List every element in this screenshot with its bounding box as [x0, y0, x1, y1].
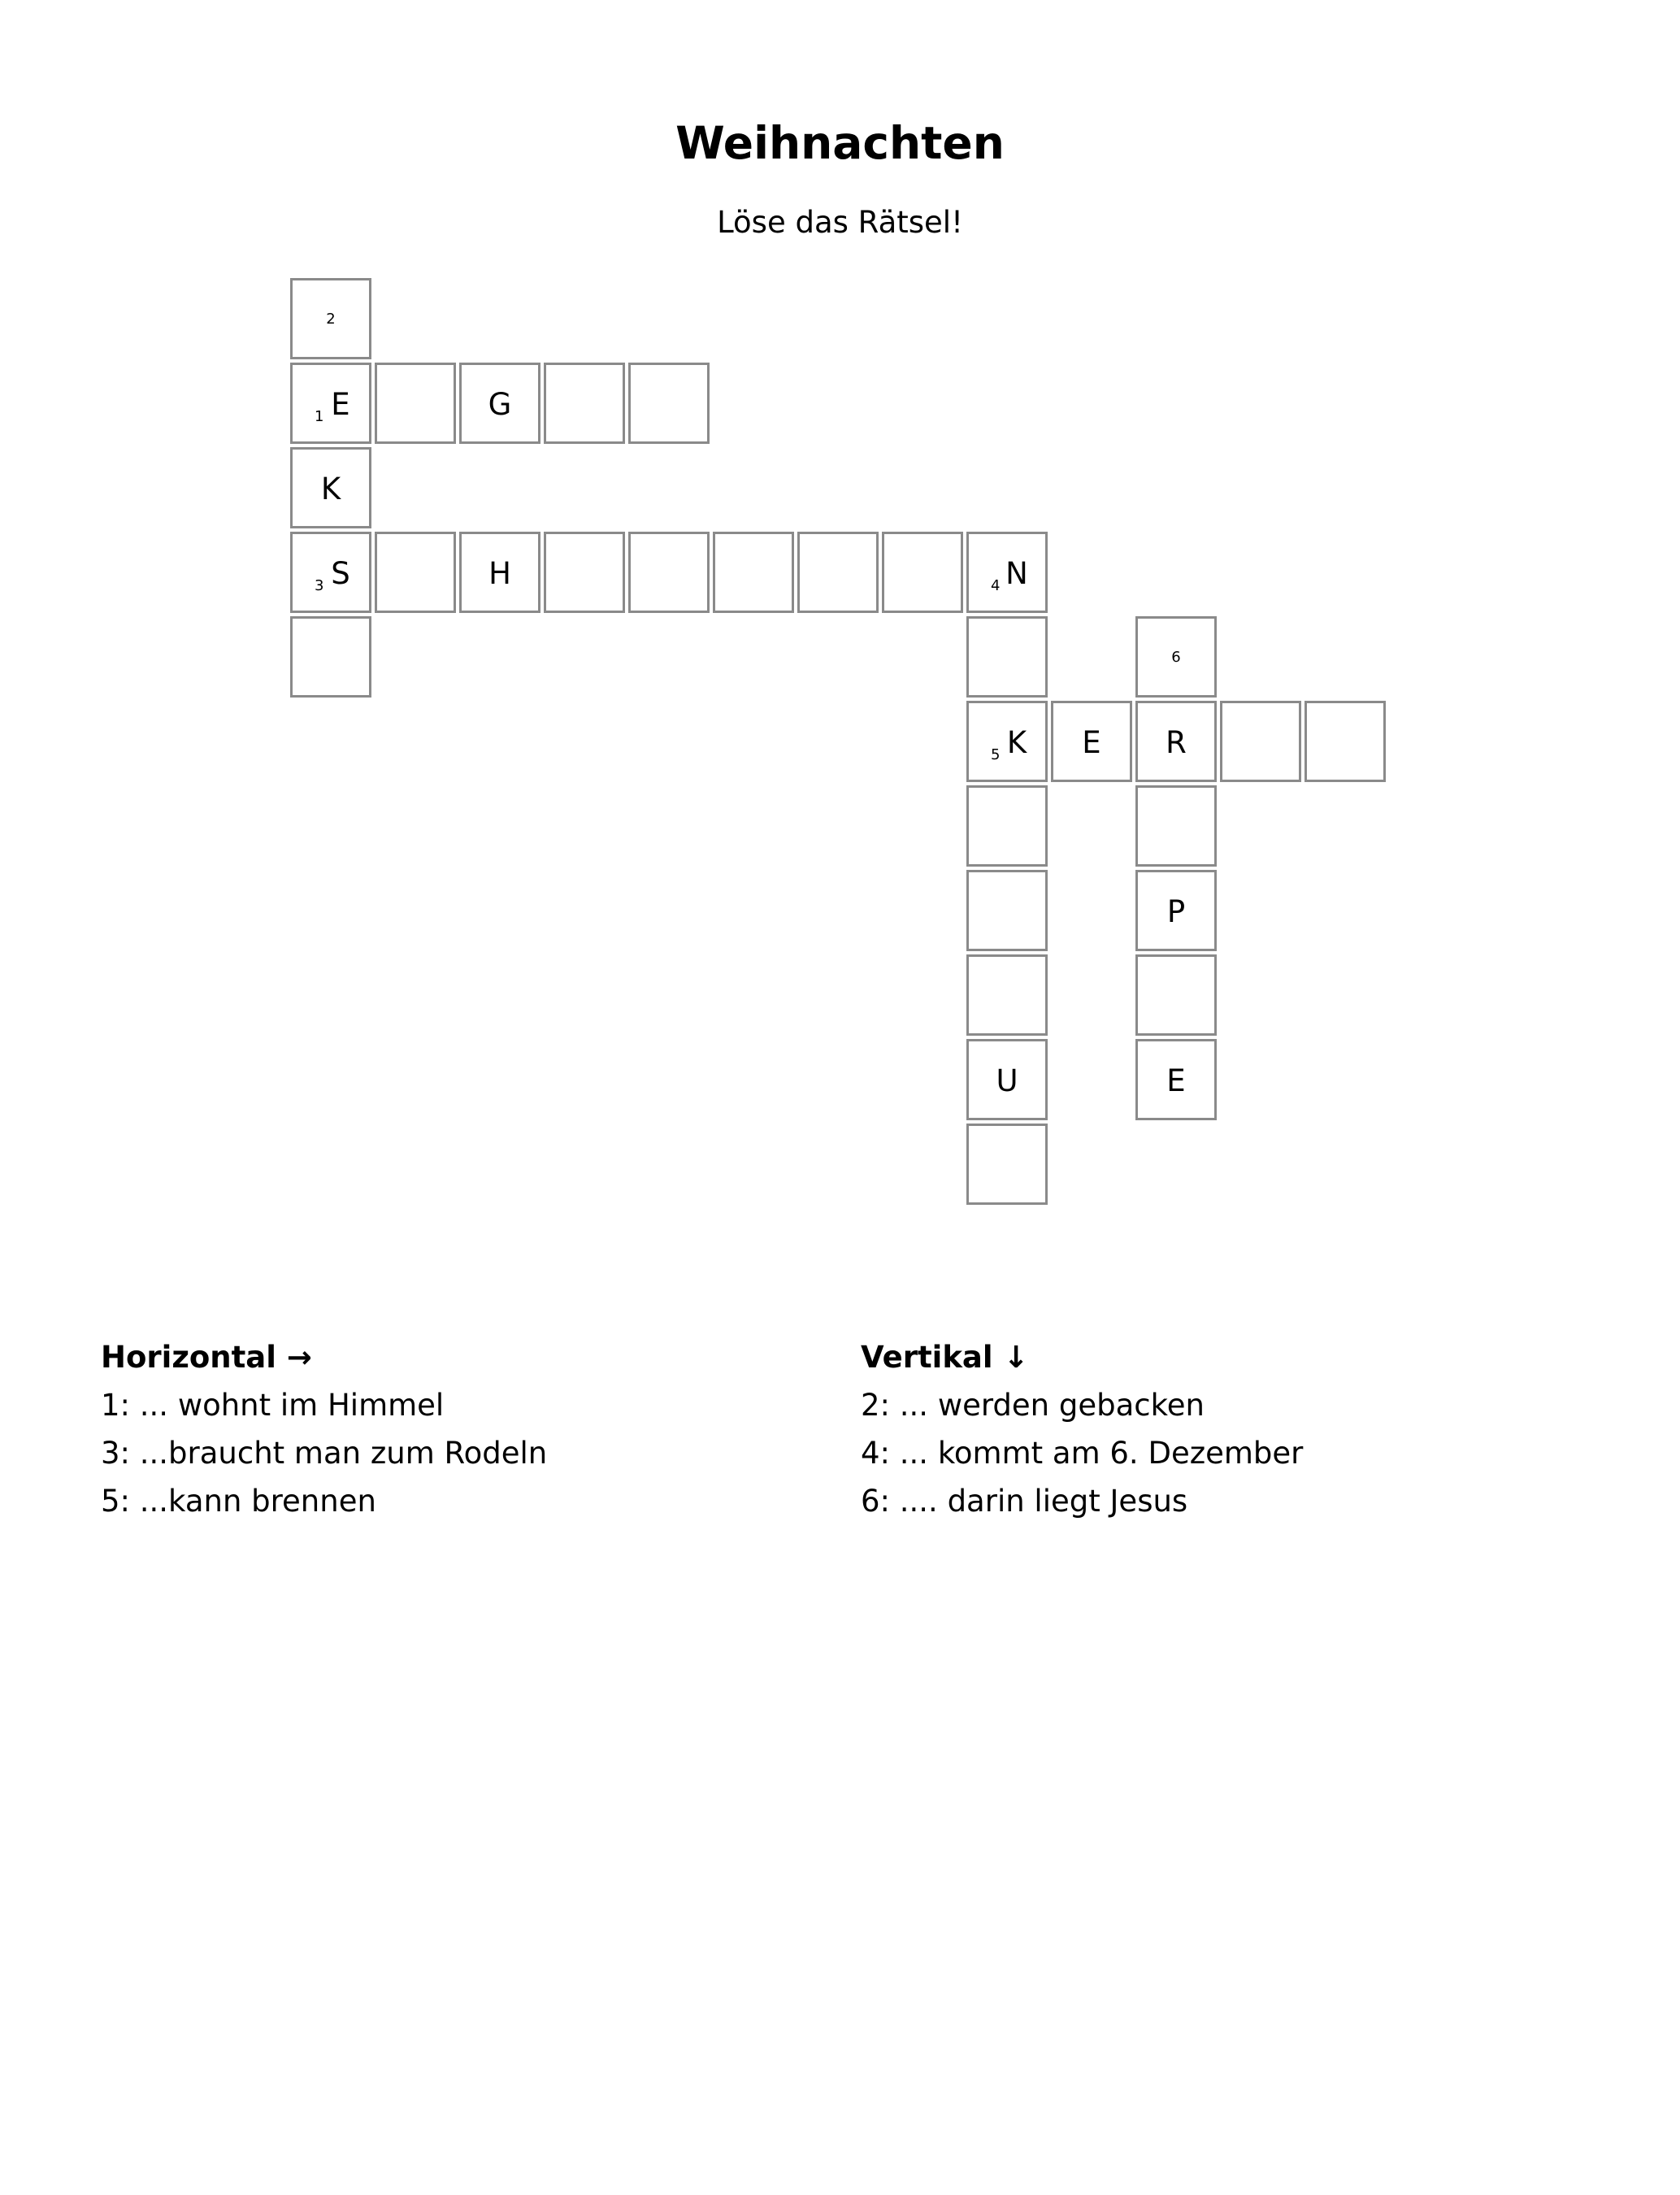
- crossword-cell[interactable]: [966, 532, 1048, 613]
- crossword-cell[interactable]: [1220, 701, 1301, 782]
- crossword-cell[interactable]: [628, 532, 710, 613]
- clue-item: 2: ... werden gebacken: [861, 1388, 1205, 1423]
- crossword-cell[interactable]: [966, 616, 1048, 698]
- cell-letter: R: [1166, 725, 1187, 760]
- clues-vertical: [861, 1333, 1303, 1525]
- crossword-cell[interactable]: [966, 785, 1048, 867]
- crossword-cell[interactable]: [966, 1124, 1048, 1205]
- crossword-cell[interactable]: [290, 447, 371, 528]
- crossword-cell[interactable]: [290, 363, 371, 444]
- crossword-cell[interactable]: [628, 363, 710, 444]
- clue-item: 5: ...kann brennen: [101, 1484, 376, 1519]
- cell-letter: S: [331, 556, 350, 591]
- clues-horizontal-heading: Horizontal →: [101, 1340, 312, 1375]
- clue-item: 3: ...braucht man zum Rodeln: [101, 1436, 548, 1471]
- crossword-cell[interactable]: [1135, 616, 1217, 698]
- crossword-cell[interactable]: [290, 278, 371, 359]
- clue-number: 4: [991, 577, 1001, 594]
- crossword-cell[interactable]: [966, 701, 1048, 782]
- cell-letter: N: [1005, 556, 1028, 591]
- crossword-cell[interactable]: [966, 954, 1048, 1036]
- cell-letter: E: [1166, 1063, 1186, 1098]
- cell-letter: U: [996, 1063, 1018, 1098]
- clue-number: 5: [991, 746, 1001, 763]
- crossword-cell[interactable]: [459, 532, 540, 613]
- cell-letter: H: [488, 556, 511, 591]
- crossword-cell[interactable]: [544, 532, 625, 613]
- crossword-cell[interactable]: [1135, 701, 1217, 782]
- cell-letter: E: [331, 387, 350, 422]
- clue-number: 2: [326, 311, 336, 328]
- crossword-cell[interactable]: [1135, 954, 1217, 1036]
- cell-letter: P: [1166, 894, 1186, 929]
- clue-number: 3: [315, 577, 324, 594]
- page-title: Weihnachten: [675, 117, 1005, 169]
- clue-number: 1: [315, 408, 324, 425]
- crossword-cell[interactable]: [797, 532, 879, 613]
- page-subtitle: Löse das Rätsel!: [717, 205, 963, 240]
- cell-letter: G: [488, 387, 512, 422]
- cell-letter: K: [1006, 725, 1027, 760]
- crossword-cell[interactable]: [375, 363, 456, 444]
- crossword-cell[interactable]: [713, 532, 794, 613]
- crossword-cell[interactable]: [1135, 785, 1217, 867]
- clues-horizontal: [101, 1333, 547, 1525]
- crossword-cell[interactable]: [375, 532, 456, 613]
- clue-item: 6: .... darin liegt Jesus: [861, 1484, 1188, 1519]
- crossword-cell[interactable]: [1304, 701, 1386, 782]
- crossword-cell[interactable]: [544, 363, 625, 444]
- crossword-cell[interactable]: [1051, 701, 1132, 782]
- crossword-cell[interactable]: [1135, 870, 1217, 951]
- crossword-cell[interactable]: [459, 363, 540, 444]
- crossword-cell[interactable]: [882, 532, 963, 613]
- crossword-cell[interactable]: [966, 1039, 1048, 1120]
- crossword-cell[interactable]: [1135, 1039, 1217, 1120]
- clue-item: 4: ... kommt am 6. Dezember: [861, 1436, 1304, 1471]
- clues-vertical-heading: Vertikal ↓: [861, 1340, 1029, 1375]
- clue-item: 1: ... wohnt im Himmel: [101, 1388, 445, 1423]
- cell-letter: K: [320, 472, 341, 506]
- crossword-cell[interactable]: [966, 870, 1048, 951]
- crossword-cell[interactable]: [290, 616, 371, 698]
- crossword-cell[interactable]: [290, 532, 371, 613]
- clue-number: 6: [1171, 649, 1181, 666]
- cell-letter: E: [1082, 725, 1101, 760]
